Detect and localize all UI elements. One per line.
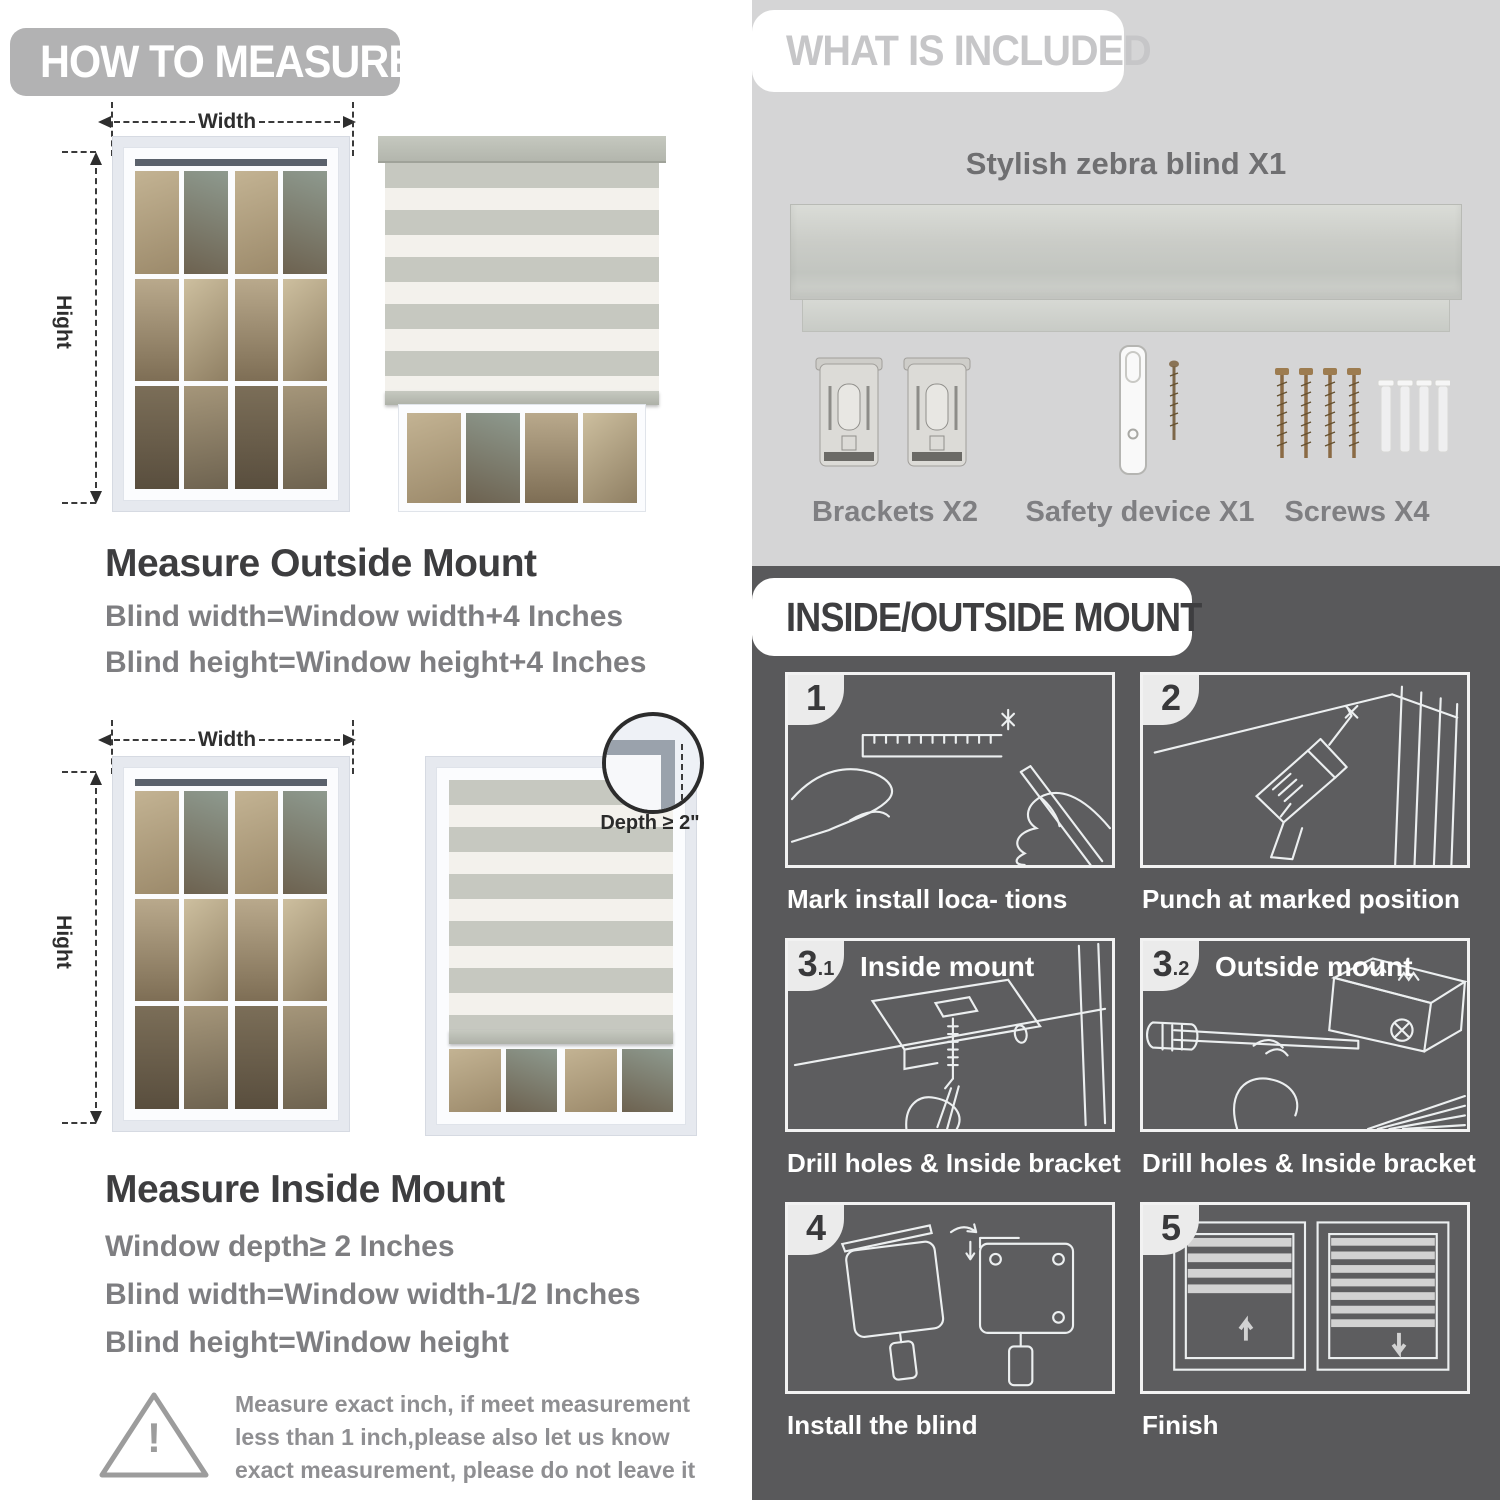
measure-tick xyxy=(62,151,96,153)
measure-tick xyxy=(352,102,354,156)
glass-pane xyxy=(283,791,327,894)
inside-outside-mount-title: INSIDE/OUTSIDE MOUNT xyxy=(786,594,1202,640)
product-label: Stylish zebra blind X1 xyxy=(965,146,1287,181)
arrowhead-right-icon xyxy=(343,734,356,746)
measure-tick xyxy=(352,720,354,774)
blind-valance-image xyxy=(802,300,1450,332)
what-is-included-title: WHAT IS INCLUDED xyxy=(786,27,1151,75)
inside-rule-width: Blind width=Window width-1/2 Inches xyxy=(105,1278,641,1311)
warning-triangle-icon xyxy=(95,1388,213,1484)
window-sliver xyxy=(398,404,646,512)
step-1 xyxy=(785,672,1120,922)
measure-tick xyxy=(62,502,96,504)
glass-pane xyxy=(449,1049,501,1112)
blind-bottom-rail xyxy=(385,391,659,405)
width-label: Width xyxy=(197,728,257,751)
glass-pane xyxy=(184,1006,228,1109)
arrowhead-left-icon xyxy=(98,734,111,746)
glass-pane xyxy=(235,386,279,489)
window-sash xyxy=(135,171,228,489)
window-sash xyxy=(565,1049,673,1112)
height-arrow-inside xyxy=(84,772,108,1124)
glass-pane xyxy=(583,413,637,503)
brackets-label: Brackets X2 xyxy=(811,496,979,528)
window-sash xyxy=(235,171,328,489)
glass-pane xyxy=(135,171,179,274)
glass-pane xyxy=(525,413,579,503)
step-5-caption: Finish xyxy=(1142,1410,1219,1440)
inside-rule-height: Blind height=Window height xyxy=(105,1326,509,1359)
window-sash xyxy=(235,791,328,1109)
glass-pane xyxy=(135,386,179,489)
step-4-caption: Install the blind xyxy=(787,1410,978,1440)
step-3-2 xyxy=(1140,938,1475,1188)
glass-pane xyxy=(506,1049,558,1112)
step-2-caption: Punch at marked position xyxy=(1142,884,1460,914)
glass-pane xyxy=(565,1049,617,1112)
window-illustration-outside xyxy=(112,136,350,512)
measure-tick xyxy=(62,1122,96,1124)
blind-stripes xyxy=(385,163,659,391)
height-label: Hight xyxy=(51,295,75,349)
glass-pane xyxy=(622,1049,674,1112)
step-3-2-panel xyxy=(1140,938,1470,1132)
screws-label: Screws X4 xyxy=(1284,496,1430,528)
inside-outside-mount-banner xyxy=(752,578,1202,656)
step-number-badge: 1 xyxy=(788,675,844,725)
step-number-badge: 3 .1 xyxy=(788,941,844,991)
window-illustration-inside xyxy=(112,756,350,1132)
glass-pane xyxy=(135,899,179,1002)
glass-pane xyxy=(407,413,461,503)
step-2-panel xyxy=(1140,672,1470,868)
step-5-panel xyxy=(1140,1202,1470,1394)
glass-pane xyxy=(283,279,327,382)
included-section xyxy=(752,0,1500,566)
window-lintel xyxy=(135,159,327,166)
what-is-included-banner xyxy=(752,10,1151,92)
exclamation-glyph: ! xyxy=(147,1414,161,1461)
arrowhead-up-icon xyxy=(90,772,102,785)
glass-pane xyxy=(184,386,228,489)
step-2 xyxy=(1140,672,1475,922)
safety-device-image xyxy=(1090,342,1200,487)
step-1-panel xyxy=(785,672,1115,868)
height-label: Hight xyxy=(51,915,75,969)
step-number-badge: 5 xyxy=(1143,1205,1199,1255)
how-to-measure-title: HOW TO MEASURE xyxy=(40,36,416,87)
glass-pane xyxy=(184,171,228,274)
glass-pane xyxy=(235,791,279,894)
width-arrow-inside xyxy=(98,728,356,752)
step-number-badge: 3 .2 xyxy=(1143,941,1199,991)
step-3-2-title: Outside mount xyxy=(1215,951,1413,982)
glass-pane xyxy=(235,171,279,274)
glass-pane xyxy=(184,791,228,894)
depth-magnifier xyxy=(602,712,704,814)
glass-pane xyxy=(135,791,179,894)
step-4 xyxy=(785,1202,1120,1462)
glass-pane xyxy=(283,171,327,274)
step-3-1-title: Inside mount xyxy=(860,951,1035,982)
step-3-2-caption: Drill holes & Inside bracket xyxy=(1142,1148,1476,1178)
window-lintel xyxy=(135,779,327,786)
window-sash xyxy=(449,1049,557,1112)
safety-device-label: Safety device X1 xyxy=(1025,496,1255,528)
step-1-caption: Mark install loca- tions xyxy=(787,884,1068,914)
blind-bar-image xyxy=(790,204,1462,300)
arrowhead-right-icon xyxy=(343,116,356,128)
step-3-1 xyxy=(785,938,1120,1188)
step-5 xyxy=(1140,1202,1475,1462)
depth-label: Depth ≥ 2" xyxy=(600,812,700,834)
window-sash xyxy=(135,791,228,1109)
width-arrow-outside xyxy=(98,110,356,134)
step-number-badge: 4 xyxy=(788,1205,844,1255)
glass-pane xyxy=(283,1006,327,1109)
measure-note: Measure exact inch, if meet measurement less than 1 inch,please also let us know exact measurement, please do not leave it xyxy=(235,1391,696,1483)
zebra-blind-outside xyxy=(378,136,666,405)
arrowhead-left-icon xyxy=(98,116,111,128)
measure-tick xyxy=(62,771,96,773)
glass-pane xyxy=(235,279,279,382)
glass-pane xyxy=(283,386,327,489)
arrowhead-up-icon xyxy=(90,152,102,165)
outside-rule-width: Blind width=Window width+4 Inches xyxy=(105,600,624,633)
width-label: Width xyxy=(197,110,257,133)
inside-mount-heading: Measure Inside Mount xyxy=(105,1168,505,1211)
step-3-1-caption: Drill holes & Inside bracket xyxy=(787,1148,1121,1178)
outside-mount-heading: Measure Outside Mount xyxy=(105,542,537,585)
screws-image xyxy=(1270,358,1450,483)
glass-pane xyxy=(235,899,279,1002)
glass-pane xyxy=(135,1006,179,1109)
outside-rule-height: Blind height=Window height+4 Inches xyxy=(105,646,647,679)
glass-pane xyxy=(184,899,228,1002)
step-4-panel xyxy=(785,1202,1115,1394)
glass-pane xyxy=(135,279,179,382)
glass-pane xyxy=(283,899,327,1002)
glass-pane xyxy=(466,413,520,503)
step-3-1-panel xyxy=(785,938,1115,1132)
inside-rule-depth: Window depth≥ 2 Inches xyxy=(105,1230,455,1263)
glass-pane xyxy=(184,279,228,382)
how-to-measure-banner xyxy=(10,28,416,96)
glass-pane xyxy=(235,1006,279,1109)
brackets-image xyxy=(814,352,974,482)
blind-bottom-rail xyxy=(449,1030,673,1044)
step-number-badge: 2 xyxy=(1143,675,1199,725)
blind-headrail xyxy=(378,136,666,163)
height-arrow-outside xyxy=(84,152,108,504)
